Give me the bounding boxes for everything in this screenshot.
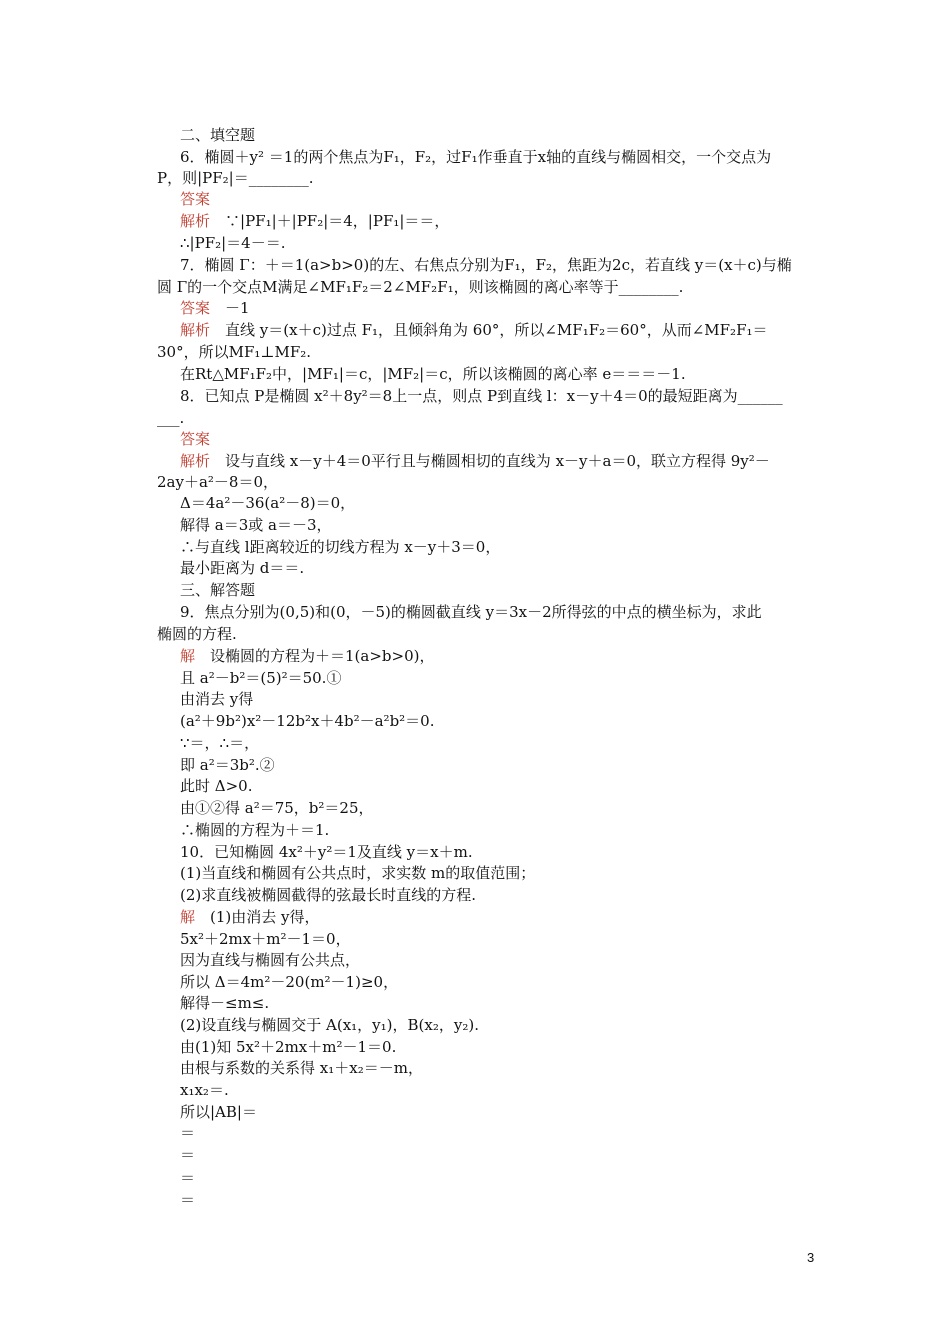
text-segment: 三、解答题: [180, 581, 256, 599]
text-segment: 椭圆的方程.: [157, 625, 237, 643]
text-segment: (1)当直线和椭圆有公共点时，求实数 m的取值范围；: [180, 864, 536, 882]
text-segment: Δ＝4a²－36(a²－8)＝0，: [180, 494, 356, 512]
text-line: [157, 472, 278, 492]
text-line: [180, 125, 255, 145]
text-segment: (2)求直线被椭圆截得的弦最长时直线的方程.: [180, 886, 477, 904]
text-segment: ＝: [180, 1169, 196, 1187]
answer-label: 解: [180, 647, 196, 665]
text-line: [180, 689, 253, 709]
text-line: [180, 798, 374, 818]
text-line: [180, 364, 686, 384]
text-line: [180, 1168, 195, 1188]
text-line: [180, 842, 473, 862]
text-line: [180, 950, 360, 970]
answer-label: 解: [180, 908, 196, 926]
text-segment: ∵|PF₁|＋|PF₂|＝4，|PF₁|＝＝，: [210, 212, 450, 230]
text-line: [180, 668, 341, 688]
text-line: [180, 885, 476, 905]
text-line: [157, 277, 683, 297]
text-segment: P，则|PF₂|＝________.: [157, 169, 314, 187]
text-segment: 直线 y＝(x＋c)过点 F₁，且倾斜角为 60°，所以∠MF₁F₂＝60°，从而∠MF₂F₁＝: [210, 321, 768, 339]
text-line: [180, 1145, 195, 1165]
text-segment: 所以|AB|＝: [180, 1103, 257, 1121]
text-segment: 因为直线与椭圆有公共点，: [180, 951, 361, 969]
text-segment: 所以 Δ＝4m²－20(m²－1)≥0，: [180, 973, 399, 991]
text-line: [157, 342, 311, 362]
text-segment: 由根与系数的关系得 x₁＋x₂＝－m，: [180, 1059, 423, 1077]
text-segment: ∴|PF₂|＝4－＝.: [180, 234, 286, 252]
text-line: [180, 189, 210, 209]
text-segment: ∵＝，∴＝，: [180, 734, 260, 752]
text-line: [180, 147, 771, 167]
answer-label: 解析: [180, 452, 211, 470]
text-line: [180, 451, 770, 471]
text-segment: 在Rt△MF₁F₂中，|MF₁|＝c，|MF₂|＝c，所以该椭圆的离心率 e＝＝＝－1.: [180, 365, 686, 383]
text-line: [180, 1123, 195, 1143]
text-segment: 二、填空题: [180, 126, 256, 144]
text-segment: 圆 Γ的一个交点M满足∠MF₁F₂＝2∠MF₂F₁，则该椭圆的离心率等于________.: [157, 278, 684, 296]
text-line: [180, 386, 783, 406]
text-line: [180, 972, 398, 992]
text-line: [180, 776, 252, 796]
text-segment: 6．椭圆＋y² ＝1的两个焦点为F₁，F₂，过F₁作垂直于x轴的直线与椭圆相交，一个交点为: [180, 148, 772, 166]
text-segment: x₁x₂＝.: [180, 1081, 229, 1099]
page-number: 3: [807, 1250, 815, 1265]
text-line: [180, 1058, 423, 1078]
text-segment: ＝: [180, 1191, 196, 1209]
text-segment: ＝: [180, 1124, 196, 1142]
text-line: [157, 168, 313, 188]
text-line: [180, 733, 259, 753]
text-segment: 由消去 y得: [180, 690, 254, 708]
text-line: [180, 298, 250, 318]
text-line: [180, 1080, 229, 1100]
text-segment: ∴椭圆的方程为＋＝1.: [180, 821, 330, 839]
text-line: [180, 580, 255, 600]
text-line: [180, 1015, 479, 1035]
text-line: [180, 429, 210, 449]
text-segment: 设与直线 x－y＋4＝0平行且与椭圆相切的直线为 x－y＋a＝0，联立方程得 9y²－: [210, 452, 770, 470]
text-line: [180, 907, 320, 927]
answer-label: 答案: [180, 190, 211, 208]
text-segment: ＝: [180, 1146, 196, 1164]
text-line: [180, 320, 768, 340]
text-segment: ___.: [157, 409, 185, 427]
text-line: [180, 755, 275, 775]
text-segment: 7．椭圆 Γ：＋＝1(a>b>0)的左、右焦点分别为F₁，F₂，焦距为2c，若直线 y＝(x＋c)与椭: [180, 256, 792, 274]
text-line: [180, 646, 435, 666]
text-segment: 10．已知椭圆 4x²＋y²＝1及直线 y＝x＋m.: [180, 843, 473, 861]
text-segment: 8．已知点 P是椭圆 x²＋8y²＝8上一点，则点 P到直线 l：x－y＋4＝0的最短距离为______: [180, 387, 783, 405]
answer-label: 解析: [180, 212, 211, 230]
text-segment: －1: [210, 299, 250, 317]
text-line: [180, 537, 500, 557]
text-line: [180, 711, 435, 731]
text-line: [180, 602, 762, 622]
text-line: [180, 515, 332, 535]
text-line: [180, 233, 285, 253]
text-segment: 由(1)知 5x²＋2mx＋m²－1＝0.: [180, 1038, 397, 1056]
text-segment: 5x²＋2mx＋m²－1＝0，: [180, 930, 351, 948]
text-line: [180, 820, 329, 840]
text-line: [180, 863, 535, 883]
text-segment: (a²＋9b²)x²－12b²x＋4b²－a²b²＝0.: [180, 712, 435, 730]
text-line: [180, 929, 351, 949]
text-line: [180, 993, 269, 1013]
text-line: [157, 624, 237, 644]
text-segment: 解得－≤m≤.: [180, 994, 270, 1012]
answer-label: 答案: [180, 430, 211, 448]
text-segment: 此时 Δ>0.: [180, 777, 253, 795]
text-line: [180, 211, 449, 231]
text-segment: 最小距离为 d＝＝.: [180, 559, 305, 577]
text-line: [180, 1037, 396, 1057]
text-line: [180, 1102, 257, 1122]
text-segment: 且 a²－b²＝(5)²＝50.①: [180, 669, 342, 687]
text-segment: 30°，所以MF₁⊥MF₂.: [157, 343, 312, 361]
text-segment: 设椭圆的方程为＋＝1(a>b>0)，: [195, 647, 435, 665]
text-segment: 解得 a＝3或 a＝－3，: [180, 516, 332, 534]
text-line: [180, 558, 304, 578]
text-line: [180, 255, 792, 275]
text-segment: 9．焦点分别为(0,5)和(0，－5)的椭圆截直线 y＝3x－2所得弦的中点的横坐标为，求此: [180, 603, 762, 621]
text-line: [180, 493, 355, 513]
text-segment: (2)设直线与椭圆交于 A(x₁，y₁)，B(x₂，y₂).: [180, 1016, 479, 1034]
text-line: [157, 408, 184, 428]
answer-label: 答案: [180, 299, 211, 317]
text-segment: 2ay＋a²－8＝0，: [157, 473, 279, 491]
answer-label: 解析: [180, 321, 211, 339]
text-segment: ∴与直线 l距离较近的切线方程为 x－y＋3＝0，: [180, 538, 501, 556]
text-line: [180, 1190, 195, 1210]
text-segment: 即 a²＝3b².②: [180, 756, 275, 774]
text-segment: (1)由消去 y得，: [195, 908, 320, 926]
text-segment: 由①②得 a²＝75，b²＝25，: [180, 799, 374, 817]
